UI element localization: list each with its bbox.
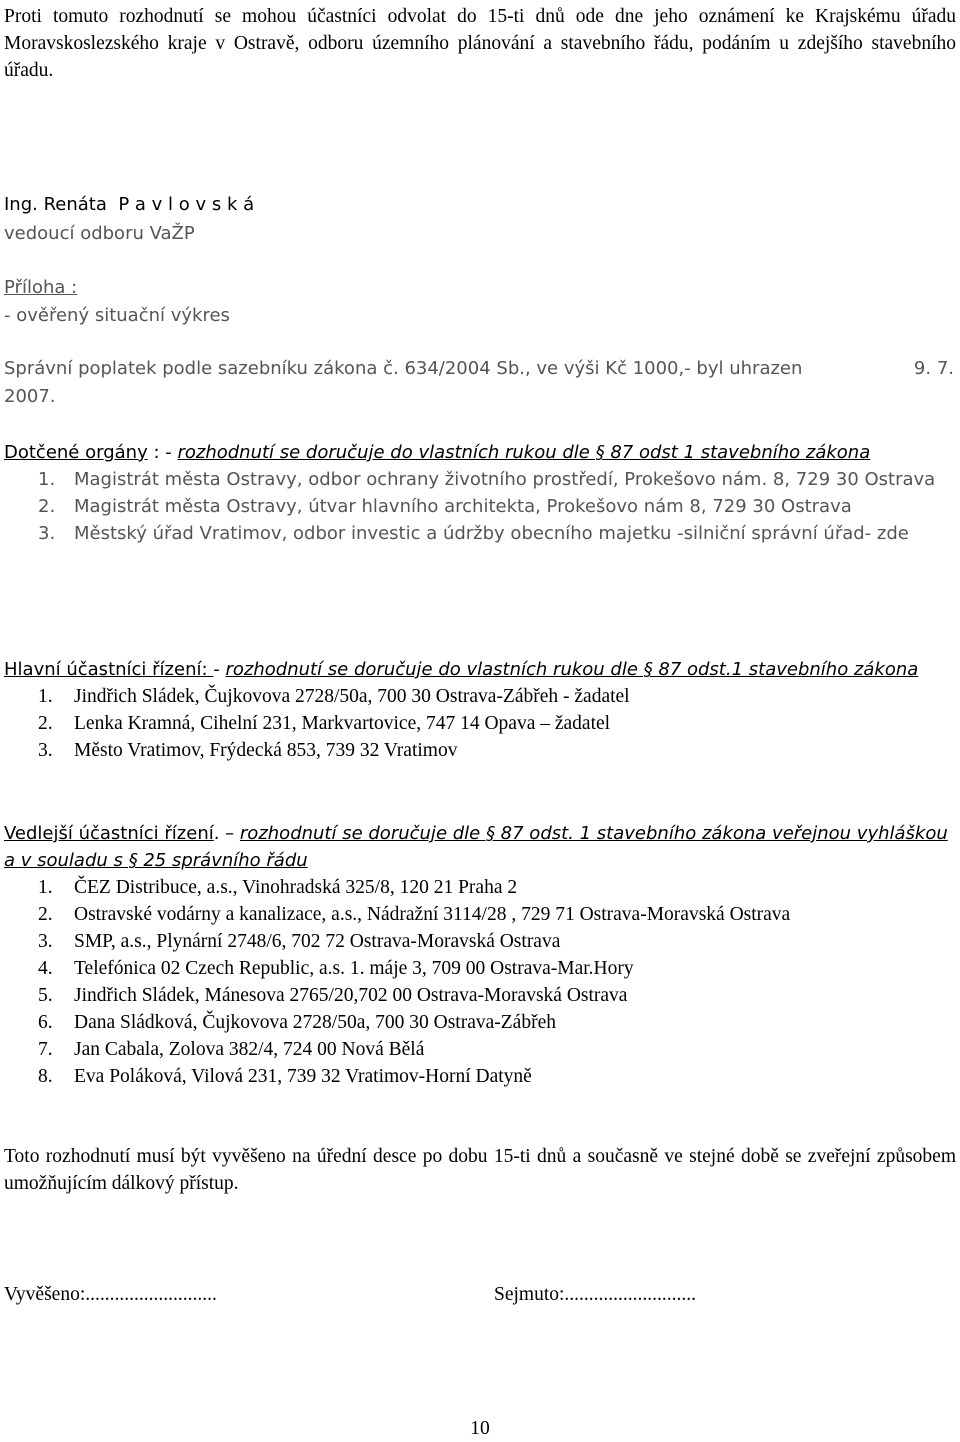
list-item-text: Ostravské vodárny a kanalizace, a.s., Nádražní 3114/28 , 729 71 Ostrava-Moravská Ostrava [74,904,791,925]
main-heading-line [4,656,956,683]
secondary-heading-line [4,820,956,874]
list-item-text: Magistrát města Ostravy, odbor ochrany životního prostředí, Prokešovo nám. 8, 729 30 Ostrava [74,469,936,490]
list-item-text: Magistrát města Ostravy, útvar hlavního architekta, Prokešovo nám 8, 729 30 Ostrava [74,496,852,517]
posting-paragraph: Toto rozhodnutí musí být vyvěšeno na úřední desce po dobu 15-ti dnů a současně ve stejné době se zveřejní způsobem umožňujícím dálkový přístup. [4,1146,956,1194]
fee-date-part: 9. 7. [913,358,954,379]
list-item-text: Lenka Kramná, Cihelní 231, Markvartovice, 747 14 Opava – žadatel [74,713,611,734]
secondary-delivery-note: rozhodnutí se doručuje dle § 87 odst. 1 stavebního zákona veřejnou vyhláškou a v souladu s § 25 správního řádu [4,823,948,871]
page-number: 10 [470,1418,490,1439]
main-delivery-note: rozhodnutí se doručuje do vlastních rukou dle § 87 odst.1 stavebního zákona [225,659,919,680]
list-item-text: Telefónica 02 Czech Republic, a.s. 1. máje 3, 709 00 Ostrava-Mar.Hory [74,958,634,979]
affected-authority-item [4,466,956,493]
affected-delivery-note: rozhodnutí se doručuje do vlastních rukou dle § 87 odst 1 stavebního zákona [177,442,871,463]
list-item-number: 3. [38,931,53,952]
signatory-role: vedoucí odboru VaŽP [4,223,195,244]
attachment-label: Příloha : [4,277,78,298]
list-item-text: Jan Cabala, Zolova 382/4, 724 00 Nová Bělá [74,1039,425,1060]
secondary-participant-item [4,874,956,901]
attachment-block [4,274,956,329]
affected-list [4,466,956,547]
secondary-participant-item [4,901,956,928]
list-item-number: 7. [38,1039,53,1060]
removed-field: Sejmuto:........................... [494,1284,697,1305]
secondary-participant-item [4,955,956,982]
main-heading: Hlavní účastníci řízení: [4,659,214,680]
signatory-name [4,191,956,218]
list-item-text: Eva Poláková, Vilová 231, 739 32 Vratimov-Horní Datyně [74,1066,532,1087]
affected-authority-item [4,520,956,547]
secondary-participant-item [4,982,956,1009]
affected-authority-item [4,493,956,520]
secondary-separator: . – [213,823,240,844]
list-item-number: 1. [38,686,53,707]
fee-year: 2007. [4,386,56,407]
main-participant-item [4,683,956,710]
signatory-title: Ing. Renáta [4,194,107,215]
list-item-number: 3. [38,740,53,761]
fee-block [4,355,956,410]
appeal-paragraph: Proti tomuto rozhodnutí se mohou účastníci odvolat do 15-ti dnů ode dne jeho oznámení ke Krajskému úřadu Moravskoslezského kraje v Ostravě, odboru územního plánování a stavebního řádu, podáním u zdejšího stavebního úřadu. [4,6,956,81]
list-item-text: Jindřich Sládek, Mánesova 2765/20,702 00 Ostrava-Moravská Ostrava [74,985,628,1006]
secondary-participants-list [4,874,956,1090]
list-item-number: 2. [38,496,56,517]
affected-heading-line [4,439,956,466]
list-item-text: SMP, a.s., Plynární 2748/6, 702 72 Ostrava-Moravská Ostrava [74,931,561,952]
main-participant-item [4,737,956,764]
main-participant-item [4,710,956,737]
affected-authorities-section [4,439,956,547]
list-item-text: Jindřich Sládek, Čujkovova 2728/50a, 700 30 Ostrava-Zábřeh - žadatel [74,686,630,707]
main-participants-section [4,656,956,764]
list-item-number: 3. [38,523,56,544]
list-item-number: 6. [38,1012,53,1033]
list-item-number: 8. [38,1066,53,1087]
main-separator: - [213,659,226,680]
list-item-text: Městský úřad Vratimov, odbor investic a údržby obecního majetku -silniční správní úřad- zde [74,523,909,544]
list-item-number: 2. [38,713,53,734]
list-item-number: 1. [38,877,53,898]
posted-field: Vyvěšeno:........................... [4,1284,217,1305]
list-item-text: Dana Sládková, Čujkovova 2728/50a, 700 30 Ostrava-Zábřeh [74,1012,556,1033]
list-item-text: ČEZ Distribuce, a.s., Vinohradská 325/8, 120 21 Praha 2 [74,877,518,898]
secondary-participants-section [4,820,956,1090]
signatory-surname: P a v l o v s k á [118,194,255,215]
list-item-text: Město Vratimov, Frýdecká 853, 739 32 Vratimov [74,740,458,761]
affected-separator: : - [147,442,178,463]
list-item-number: 2. [38,904,53,925]
list-item-number: 1. [38,469,56,490]
fee-text: Správní poplatek podle sazebníku zákona č. 634/2004 Sb., ve výši Kč 1000,- byl uhrazen [4,358,803,379]
list-item-number: 5. [38,985,53,1006]
main-participants-list [4,683,956,764]
secondary-participant-item [4,1063,956,1090]
list-item-number: 4. [38,958,53,979]
signature-block [4,191,956,247]
secondary-participant-item [4,1036,956,1063]
secondary-heading: Vedlejší účastníci řízení [4,823,214,844]
secondary-participant-item [4,928,956,955]
attachment-item: - ověřený situační výkres [4,305,230,326]
affected-heading: Dotčené orgány [4,442,148,463]
secondary-participant-item [4,1009,956,1036]
